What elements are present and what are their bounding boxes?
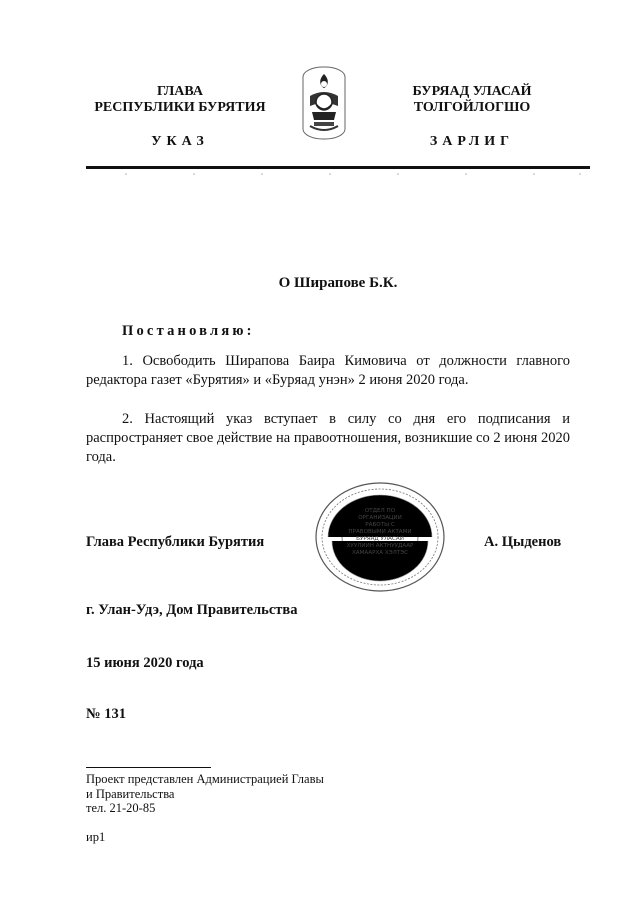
header-divider-thick [86, 166, 590, 169]
header-right [352, 84, 592, 116]
decree-item-2: 2. Настоящий указ вступает в силу со дня его подписания и распространяет свое действие на правоотношения, возникшие со 2 июня 2020 года. [86, 411, 570, 465]
document-number: № 131 [86, 706, 126, 722]
header-left-line1: ГЛАВА [157, 84, 203, 99]
initials: ир1 [86, 830, 106, 844]
footnote-phone: тел. 21-20-85 [86, 801, 156, 815]
stamp-inner-text: ОТДЕЛ ПО ОРГАНИЗАЦИИ РАБОТЫ С ПРАВОВЫМИ АКТАМИ БУРЯАД УЛАСАЙ ХУУЛИИН АКТНУУДААР ХАМААРХА ХЭЛТЭС [346, 508, 414, 556]
header-left [60, 84, 300, 116]
doc-type-left: УКАЗ [151, 134, 209, 149]
doc-type-right: ЗАРЛИГ [429, 134, 515, 149]
place: г. Улан-Удэ, Дом Правительства [86, 602, 298, 618]
signature-name: А. Цыденов [484, 534, 562, 550]
footnote-line2: и Правительства [86, 786, 175, 801]
signature-position: Глава Республики Бурятия [86, 534, 265, 550]
header-divider-dotted [86, 172, 590, 176]
date: 15 июня 2020 года [86, 655, 204, 671]
decree-word: Постановляю: [122, 323, 255, 339]
document-title: О Ширапове Б.К. [278, 275, 398, 291]
republic-coat-of-arms-icon [302, 66, 346, 140]
header-left-line2: РЕСПУБЛИКИ БУРЯТИЯ [94, 100, 266, 115]
footnote-rule [86, 767, 211, 768]
footnote [86, 772, 324, 816]
header-right-line1: БУРЯАД УЛАСАЙ [412, 84, 532, 99]
footnote-line1: Проект представлен Администрацией Главы [86, 772, 324, 786]
header-right-line2: ТОЛГОЙЛОГШО [413, 100, 531, 115]
decree-item-1: 1. Освободить Ширапова Баира Кимовича от должности главного редактора газет «Бурятия» и «Буряад унэн» 2 июня 2020 года. [86, 353, 570, 388]
